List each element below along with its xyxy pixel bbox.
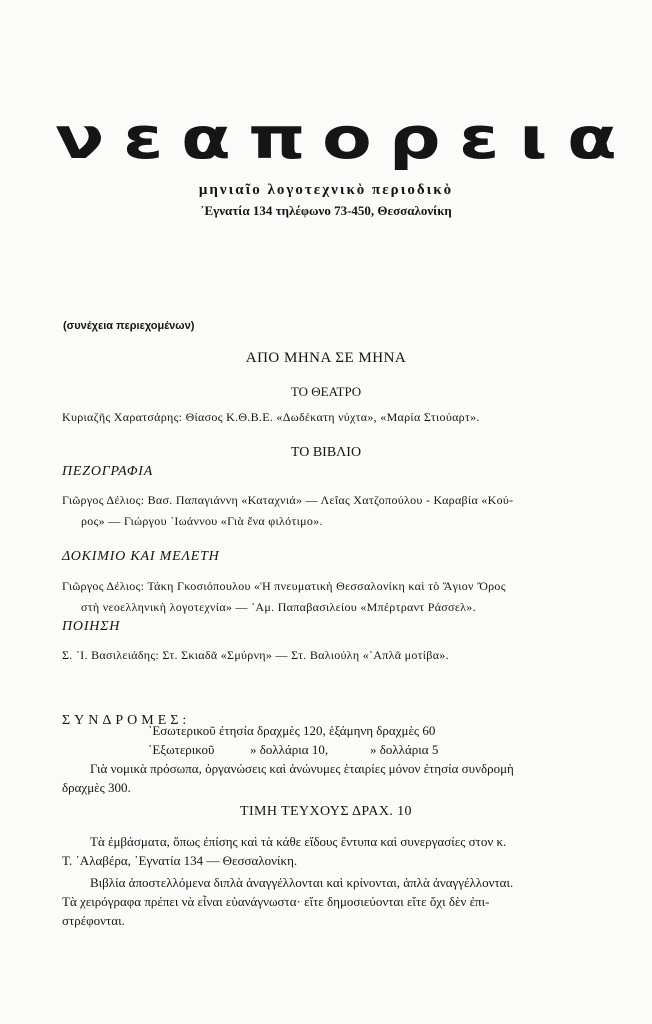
subscription-abroad-label: ᾿Εξωτερικοῦ (148, 742, 215, 757)
prose-entry-line2: ρος» — Γιώργου ᾿Ιωάννου «Γιὰ ἕνα φιλότιμο». (81, 514, 323, 528)
issue-price: ΤΙΜΗ ΤΕΥΧΟΥΣ ΔΡΑΧ. 10 (240, 804, 412, 819)
masthead-title (55, 104, 617, 172)
manuscripts-note-line1: Τὰ χειρόγραφα πρέπει νὰ εἶναι εὐανάγνωστα· εἴτε δημοσιεύονται εἴτε ὄχι δὲν ἐπι- (62, 894, 490, 909)
masthead-letter: ε (458, 104, 499, 172)
subscriptions-heading: ΣΥΝΔΡΟΜΕΣ: (62, 713, 191, 728)
masthead-letter: ν (55, 104, 105, 172)
masthead-letter: α (567, 104, 617, 172)
masthead-letter: α (181, 104, 232, 172)
magazine-address: ᾿Εγνατία 134 τηλέφωνο 73-450, Θεσσαλονίκη (200, 203, 452, 218)
essay-entry-line1: Γιῶργος Δέλιος: Τάκη Γκοσιόπουλου «Ἡ πνευματικὴ Θεσσαλονίκη καὶ τὸ Ἅγιον Ὄρος (62, 579, 506, 593)
category-poetry: ΠΟΙΗΣΗ (62, 619, 121, 634)
poetry-entry: Σ. ᾿Ι. Βασιλειάδης: Στ. Σκιαδᾶ «Σμύρνη» — Στ. Βαλιούλη «῾Απλᾶ μοτίβα». (62, 648, 449, 662)
manuscripts-note-line2: στρέφονται. (62, 913, 125, 928)
category-prose: ΠΕΖΟΓΡΑΦΙΑ (62, 464, 154, 479)
section-heading-theatre: ΤΟ ΘΕΑΤΡΟ (290, 384, 362, 399)
section-heading-book: ΤΟ ΒΙΒΛΙΟ (290, 445, 362, 460)
remittance-note-line2: Τ. ᾿Αλαβέρα, ᾿Εγνατία 134 — Θεσσαλονίκη. (62, 853, 298, 868)
subscription-legal-line1: Γιὰ νομικὰ πρόσωπα, ὀργανώσεις καὶ ἀνώνυμες ἑταιρίες μόνον ἐτησία συνδρομὴ (90, 761, 514, 776)
subscription-abroad-half: » δολλάρια 5 (370, 742, 439, 757)
continuation-note: (συνέχεια περιεχομένων) (63, 320, 195, 332)
masthead-letter: ε (122, 104, 164, 172)
books-note: Βιβλία ἀποστελλόμενα διπλὰ ἀναγγέλλονται καὶ κρίνονται, ἁπλὰ ἀναγγέλλονται. (90, 875, 514, 890)
subscription-abroad-annual: » δολλάρια 10, (250, 742, 329, 757)
section-heading-month: ΑΠΟ ΜΗΝΑ ΣΕ ΜΗΝΑ (245, 350, 407, 366)
subscription-domestic: ᾿Εσωτερικοῦ ἐτησία δραχμὲς 120, ἑξάμηνη δραχμὲς 60 (148, 723, 436, 738)
theatre-entry: Κυριαζῆς Χαρατσάρης: Θίασος Κ.Θ.Β.Ε. «Δωδέκατη νύχτα», «Μαρία Στιούαρτ». (62, 410, 480, 424)
subscription-legal-line2: δραχμὲς 300. (62, 780, 131, 795)
remittance-note-line1: Τὰ ἐμβάσματα, ὅπως ἐπίσης καὶ τὰ κάθε εἴδους ἔντυπα καὶ συνεργασίες στον κ. (90, 834, 507, 849)
masthead-letter: ο (321, 104, 372, 172)
essay-entry-line2: στὴ νεοελληνικὴ λογοτεχνία» — ᾿Αμ. Παπαβασιλείου «Μπέρτραντ Ράσσελ». (81, 600, 476, 614)
masthead-letter: π (247, 104, 306, 172)
category-essay: ΔΟΚΙΜΙΟ ΚΑΙ ΜΕΛΕΤΗ (62, 549, 220, 564)
magazine-subtitle: μηνιαῖο λογοτεχνικὸ περιοδικὸ (198, 182, 454, 198)
masthead-letter: ρ (388, 104, 441, 172)
prose-entry-line1: Γιῶργος Δέλιος: Βασ. Παπαγιάννη «Καταχνιά» — Λεΐας Χατζοπούλου - Καραβία «Κού- (62, 493, 514, 507)
masthead-letter: ι (519, 104, 548, 172)
